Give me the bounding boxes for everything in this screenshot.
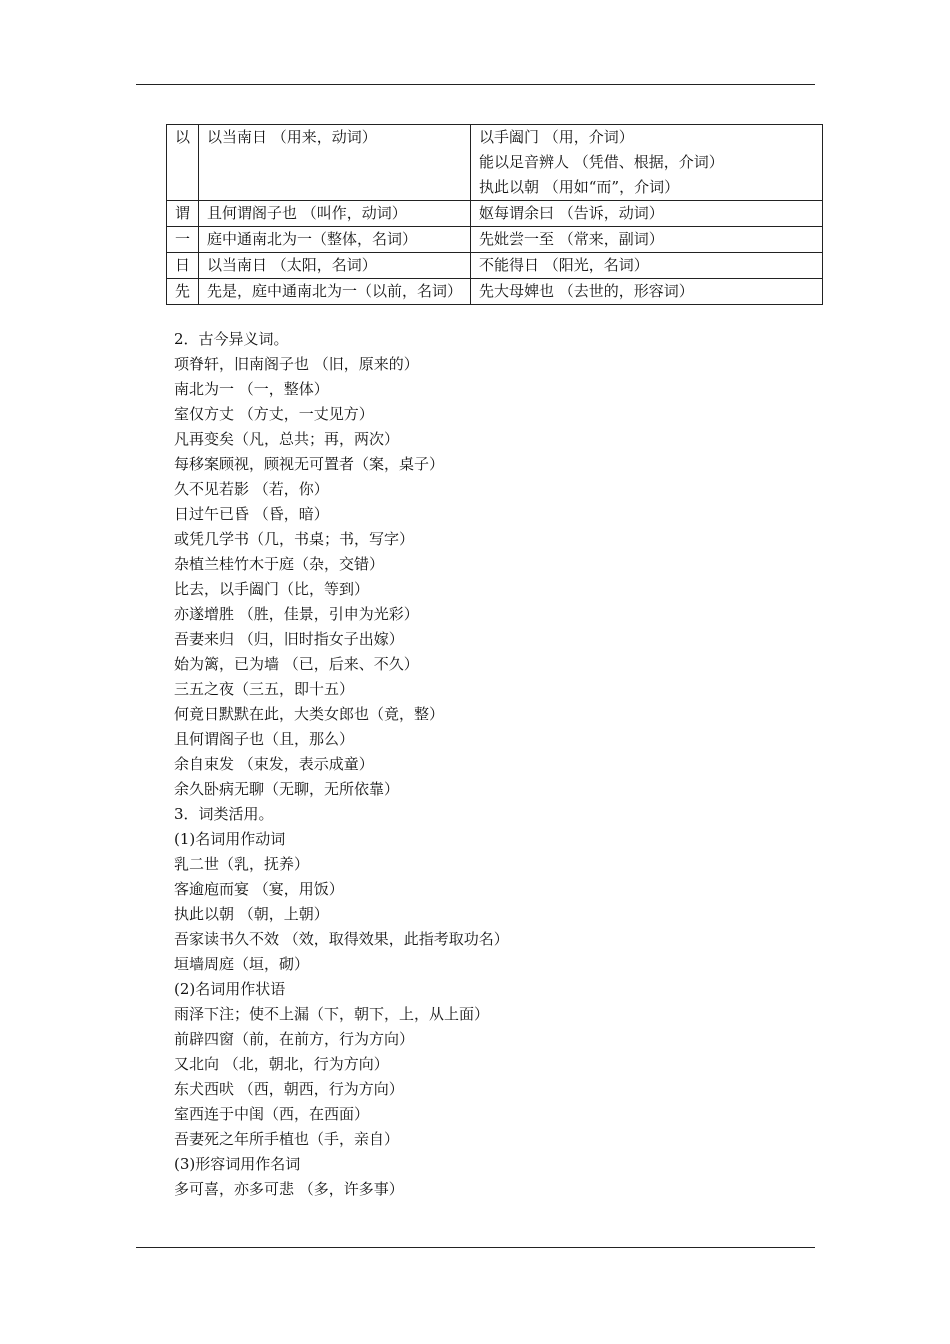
usage-example: 能以足音辨人 （凭借、根据，介词） — [479, 153, 724, 171]
usage-example: 且何谓阁子也 （叫作，动词） — [207, 204, 407, 222]
text-line: 每移案顾视，顾视无可置者（案，桌子） — [174, 455, 445, 473]
text-line: 凡再变矣（凡，总共；再，两次） — [174, 430, 400, 448]
usage-cell-left — [199, 201, 471, 227]
text-line: 3．词类活用。 — [174, 805, 274, 823]
table-row — [167, 279, 823, 305]
text-line: 日过午已昏 （昏，暗） — [174, 505, 329, 523]
text-line: 且何谓阁子也（且，那么） — [174, 730, 355, 748]
text-line: 或凭几学书（几，书桌；书，写字） — [174, 530, 415, 548]
text-line: 余自束发 （束发，表示成童） — [174, 755, 374, 773]
text-line: 室仅方丈 （方丈，一丈见方） — [174, 405, 374, 423]
text-line: 前辟四窗（前，在前方，行为方向） — [174, 1030, 415, 1048]
document-body — [174, 327, 794, 1202]
text-line: 三五之夜（三五，即十五） — [174, 680, 355, 698]
text-line: (1)名词用作动词 — [174, 830, 286, 848]
text-line: 东犬西吠 （西，朝西，行为方向） — [174, 1080, 404, 1098]
text-line: (2)名词用作状语 — [174, 980, 286, 998]
text-line: 乳二世（乳，抚养） — [174, 855, 310, 873]
usage-example: 先大母婢也 （去世的，形容词） — [479, 282, 694, 300]
word-meaning-table-body — [167, 125, 823, 305]
text-line: 久不见若影 （若，你） — [174, 480, 329, 498]
usage-cell-right — [471, 201, 823, 227]
text-line: 始为篱，已为墙 （已，后来、不久） — [174, 655, 419, 673]
text-line: 南北为一 （一，整体） — [174, 380, 329, 398]
text-line: 杂植兰桂竹木于庭（杂，交错） — [174, 555, 385, 573]
header-rule — [136, 84, 815, 85]
usage-example: 以当南日 （用来，动词） — [207, 128, 377, 146]
usage-example: 先妣尝一至 （常来，副词） — [479, 230, 664, 248]
usage-cell-right — [471, 253, 823, 279]
word-cell: 一 — [167, 227, 199, 253]
word-cell: 以 — [167, 125, 199, 201]
text-line: 余久卧病无聊（无聊，无所依靠） — [174, 780, 400, 798]
word-cell: 谓 — [167, 201, 199, 227]
usage-example: 以手阖门 （用，介词） — [479, 128, 634, 146]
usage-cell-right — [471, 125, 823, 201]
text-line: (3)形容词用作名词 — [174, 1155, 301, 1173]
text-line: 又北向 （北，朝北，行为方向） — [174, 1055, 389, 1073]
text-line: 吾家读书久不效 （效，取得效果，此指考取功名） — [174, 930, 509, 948]
usage-example: 执此以朝 （用如“而”，介词） — [479, 178, 680, 196]
text-line: 吾妻来归 （归，旧时指女子出嫁） — [174, 630, 404, 648]
text-line: 比去，以手阖门（比，等到） — [174, 580, 370, 598]
usage-example: 以当南日 （太阳，名词） — [207, 256, 377, 274]
table-row — [167, 227, 823, 253]
usage-example: 不能得日 （阳光，名词） — [479, 256, 649, 274]
usage-example: 妪每谓余曰 （告诉，动词） — [479, 204, 664, 222]
word-cell: 日 — [167, 253, 199, 279]
text-line: 客逾庖而宴 （宴，用饭） — [174, 880, 344, 898]
text-line: 执此以朝 （朝，上朝） — [174, 905, 329, 923]
footer-rule — [136, 1247, 815, 1248]
table-row — [167, 253, 823, 279]
text-line: 何竟日默默在此，大类女郎也（竟，整） — [174, 705, 445, 723]
table-row — [167, 125, 823, 201]
text-line: 垣墙周庭（垣，砌） — [174, 955, 310, 973]
usage-cell-right — [471, 279, 823, 305]
text-line: 吾妻死之年所手植也（手，亲自） — [174, 1130, 400, 1148]
usage-cell-left — [199, 253, 471, 279]
word-cell: 先 — [167, 279, 199, 305]
text-line: 2．古今异义词。 — [174, 330, 289, 348]
usage-cell-left — [199, 125, 471, 201]
usage-example: 先是，庭中通南北为一（以前，名词） — [207, 282, 463, 300]
usage-example: 庭中通南北为一（整体，名词） — [207, 230, 418, 248]
word-meaning-table — [166, 124, 823, 305]
table-row — [167, 201, 823, 227]
text-line: 雨泽下注；使不上漏（下，朝下，上，从上面） — [174, 1005, 490, 1023]
usage-cell-right — [471, 227, 823, 253]
text-line: 室西连于中闺（西，在西面） — [174, 1105, 370, 1123]
text-line: 亦遂增胜 （胜，佳景，引申为光彩） — [174, 605, 419, 623]
usage-cell-left — [199, 227, 471, 253]
text-line: 多可喜，亦多可悲 （多，许多事） — [174, 1180, 404, 1198]
usage-cell-left — [199, 279, 471, 305]
text-line: 项脊轩，旧南阁子也 （旧，原来的） — [174, 355, 419, 373]
